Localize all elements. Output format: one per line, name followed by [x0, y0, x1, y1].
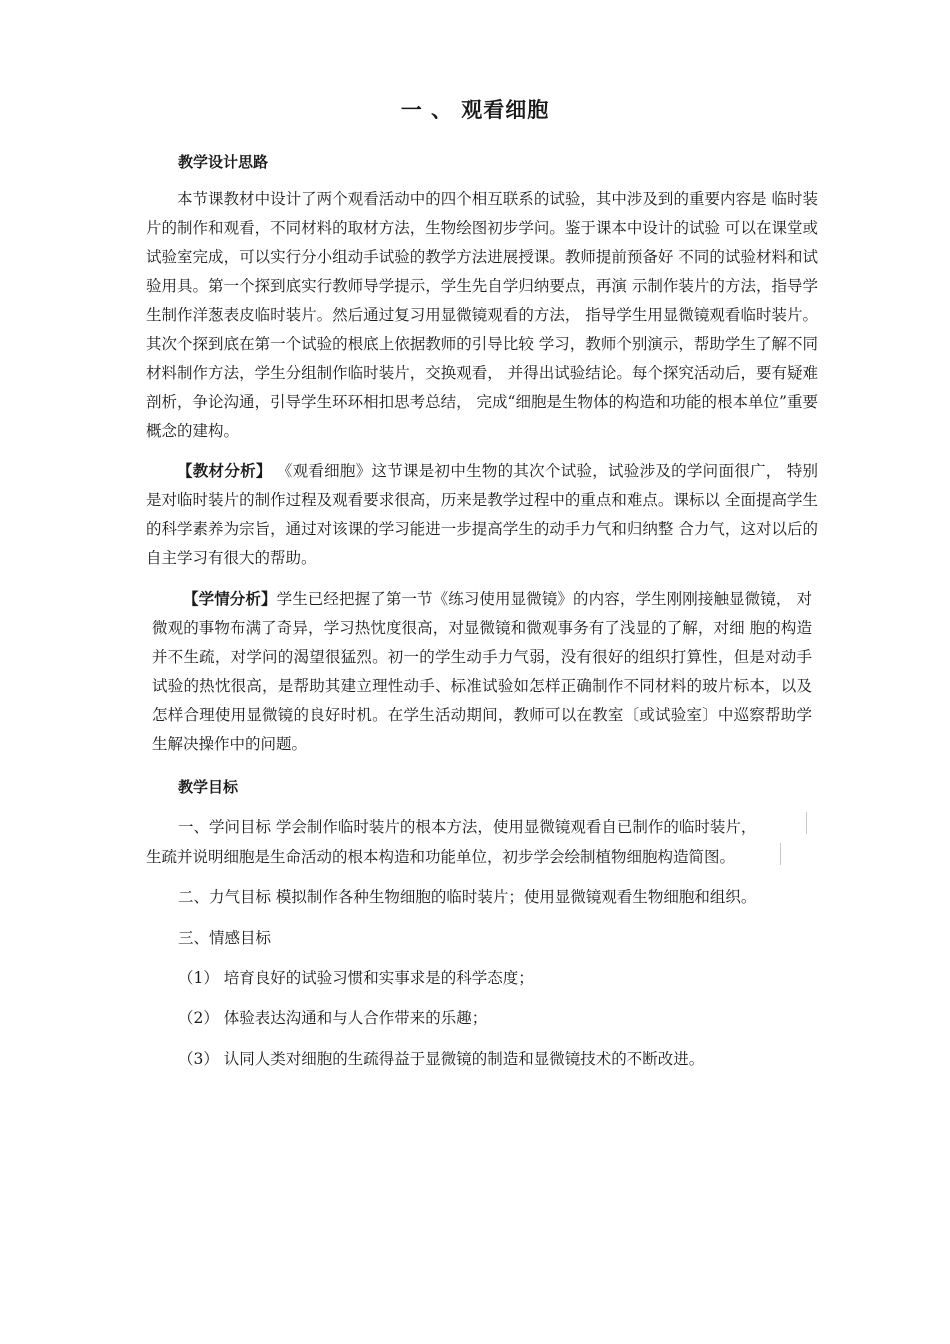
learner-text: 学生已经把握了第一节《练习使用显微镜》的内容，学生刚刚接触显微镜， 对微观的事物布满了奇异，学习热忱度很高，对显微镜和微观事务有了浅显的了解，对细 胞的构造并不生疏，对学问的渴望很猛烈。初一的学生动手力气弱，没有很好的组织打算性，但是对动手试验的热忱很高，是帮助其建立理性动手、标准试验如怎样正确制作不同材料的玻片标本，以及怎样合理使用显微镜的良好时机。在学生活动期间，教师可以在教室〔或试验室〕中巡察帮助学生解决操作中的问题。 [152, 590, 812, 753]
learner-paragraph [152, 585, 812, 759]
design-heading: 教学设计思路 [178, 153, 269, 171]
knowledge-goal-line-1: 一、学问目标 学会制作临时装片的根本方法，使用显微镜观看自已制作的临时装片， [178, 818, 757, 836]
goals-heading: 教学目标 [178, 778, 239, 796]
material-tag: 【教材分析】 [177, 462, 272, 480]
margin-rule [780, 843, 781, 865]
margin-rule [806, 812, 807, 834]
material-paragraph [146, 457, 818, 573]
emotion-goal-item: （2） 体验表达沟通和与人合作带来的乐趣； [178, 1009, 488, 1027]
emotion-goal-heading: 三、情感目标 [178, 929, 272, 947]
emotion-goal-item: （3） 认同人类对细胞的生疏得益于显微镜的制造和显微镜技术的不断改进。 [178, 1050, 705, 1068]
design-paragraph: 本节课教材中设计了两个观看活动中的四个相互联系的试验，其中涉及到的重要内容是 临时装片的制作和观看，不同材料的取材方法，生物绘图初步学问。鉴于课本中设计的试验 可以在课堂或试验室完成，可以实行分小组动手试验的教学方法进展授课。教师提前预备好 不同的试验材料和试验用具。第一个探到底实行教师导学提示，学生先自学归纳要点，再演 示制作装片的方法，指导学生制作洋葱表皮临时装片。然后通过复习用显微镜观看的方法， 指导学生用显微镜观看临时装片。其次个探到底在第一个试验的根底上依据教师的引导比较 学习，教师个别演示，帮助学生了解不同材料制作方法，学生分组制作临时装片，交换观看， 并得出试验结论。每个探究活动后，要有疑难剖析，争论沟通，引导学生环环相扣思考总结， 完成“细胞是生物体的构造和功能的根本单位”重要概念的建构。 [146, 190, 818, 440]
emotion-goal-item: （1） 培育良好的试验习惯和实事求是的科学态度； [178, 969, 534, 987]
material-text: 《观看细胞》这节课是初中生物的其次个试验，试验涉及的学问面很广， 特别是对临时装片的制作过程及观看要求很高，历来是教学过程中的重点和难点。课标以 全面提高学生的科学素养为宗旨，通过对该课的学习能进一步提高学生的动手力气和归纳整 合力气，这对以后的自主学习有很大的帮助。 [146, 462, 818, 567]
knowledge-goal-line-2: 生疏并说明细胞是生命活动的根本构造和功能单位，初步学会绘制植物细胞构造简图。 [146, 848, 736, 866]
learner-tag: 【学情分析】 [183, 590, 277, 608]
page-title: 一 、 观看细胞 [400, 98, 550, 122]
ability-goal: 二、力气目标 模拟制作各种生物细胞的临时装片；使用显微镜观看生物细胞和组织。 [178, 888, 757, 906]
